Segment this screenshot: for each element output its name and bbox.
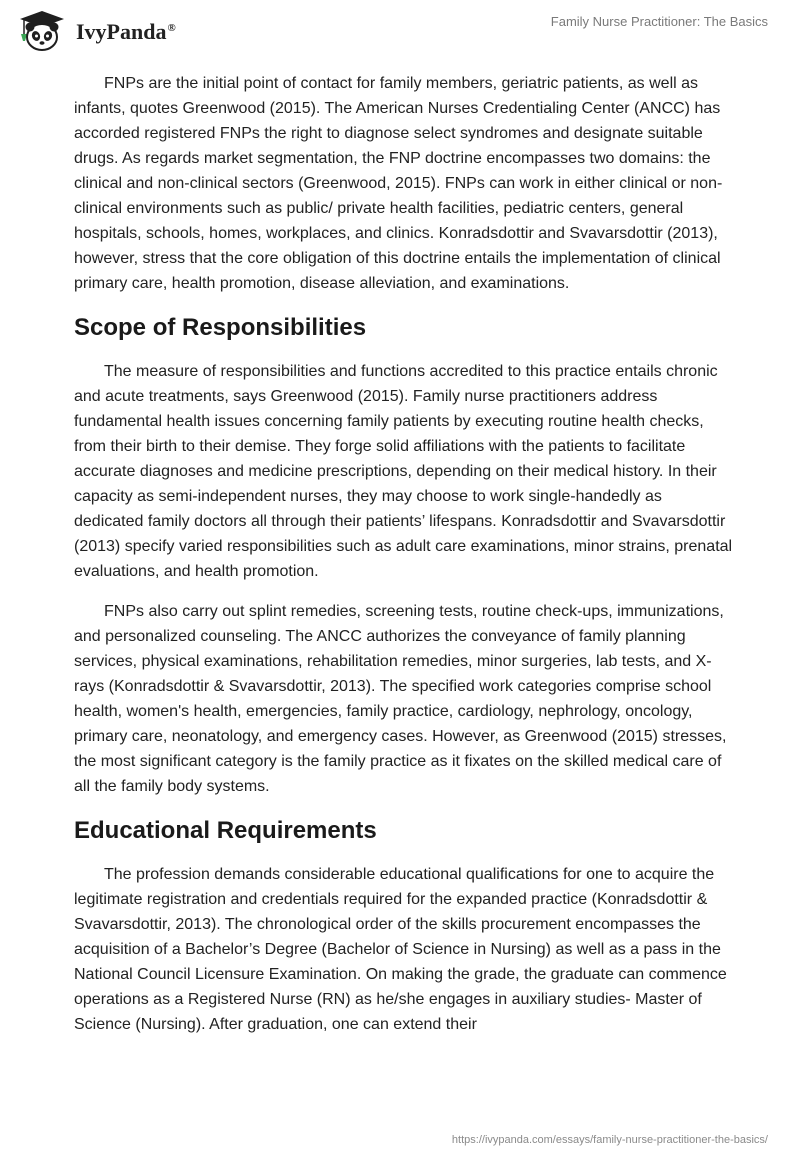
paragraph: The profession demands considerable educational qualifications for one to acquire the legitimate registration and credentials required for the expanded practice (Konradsdottir & Svavarsdottir, 2013). The chronological order of the skills procurement encompasses the acquisition of a Bachelor’s Degree (Bachelor of Science in Nursing) as well as a pass in the National Council Licensure Examination. On making the grade, the graduate can commence operations as a Registered Nurse (RN) as he/she engages in auxiliary studies- Master of Science (Nursing). After graduation, one can extend their [74,866,727,1033]
essay-body [74,71,734,1052]
section-heading-scope: Scope of Responsibilities [74,314,367,341]
panda-mascot-icon [14,8,70,52]
paragraph: FNPs also carry out splint remedies, screening tests, routine check-ups, immunizations, and personalized counseling. The ANCC authorizes the conveyance of family planning services, physical examinations, rehabilitation remedies, minor surgeries, lab tests, and X-rays (Konradsdottir & Svavarsdottir, 2013). The specified work categories comprise school health, women's health, emergencies, family practice, cardiology, nephrology, oncology, primary care, neonatology, and emergency cases. However, as Greenwood (2015) stresses, the most significant category is the family practice as it fixates on the skilled medical care of all the family body systems. [74,603,727,795]
page-header [0,0,800,70]
source-url-link[interactable]: https://ivypanda.com/essays/family-nurse-practitioner-the-basics/ [451,1134,768,1146]
section-heading-education: Educational Requirements [74,817,377,844]
brand-name: IvyPanda® [76,19,176,44]
trademark-symbol: ® [167,21,176,34]
ivypanda-logo[interactable] [14,8,176,52]
document-title: Family Nurse Practitioner: The Basics [550,14,768,29]
paragraph: The measure of responsibilities and functions accredited to this practice entails chronic and acute treatments, says Greenwood (2015). Family nurse practitioners address fundamental health issues concerning family patients by executing routine health checks, from their birth to their demise. They forge solid affiliations with the patients to facilitate accurate diagnoses and medicine prescriptions, depending on their medical history. In their capacity as semi-independent nurses, they may choose to work single-handedly as dedicated family doctors all through their patients’ lifespans. Konradsdottir and Svavarsdottir (2013) specify varied responsibilities such as adult care examinations, minor strains, prenatal evaluations, and health promotion. [74,363,733,580]
paragraph: FNPs are the initial point of contact for family members, geriatric patients, as well as infants, quotes Greenwood (2015). The American Nurses Credentialing Center (ANCC) has accorded registered FNPs the right to diagnose select syndromes and designate suitable drugs. As regards market segmentation, the FNP doctrine encompasses two domains: the clinical and non-clinical sectors (Greenwood, 2015). FNPs can work in either clinical or non-clinical environments such as public/ private health facilities, pediatric centers, general hospitals, schools, homes, workplaces, and clinics. Konradsdottir and Svavarsdottir (2013), however, stress that the core obligation of this doctrine entails the implementation of clinical primary care, health promotion, disease alleviation, and examinations. [74,75,723,292]
